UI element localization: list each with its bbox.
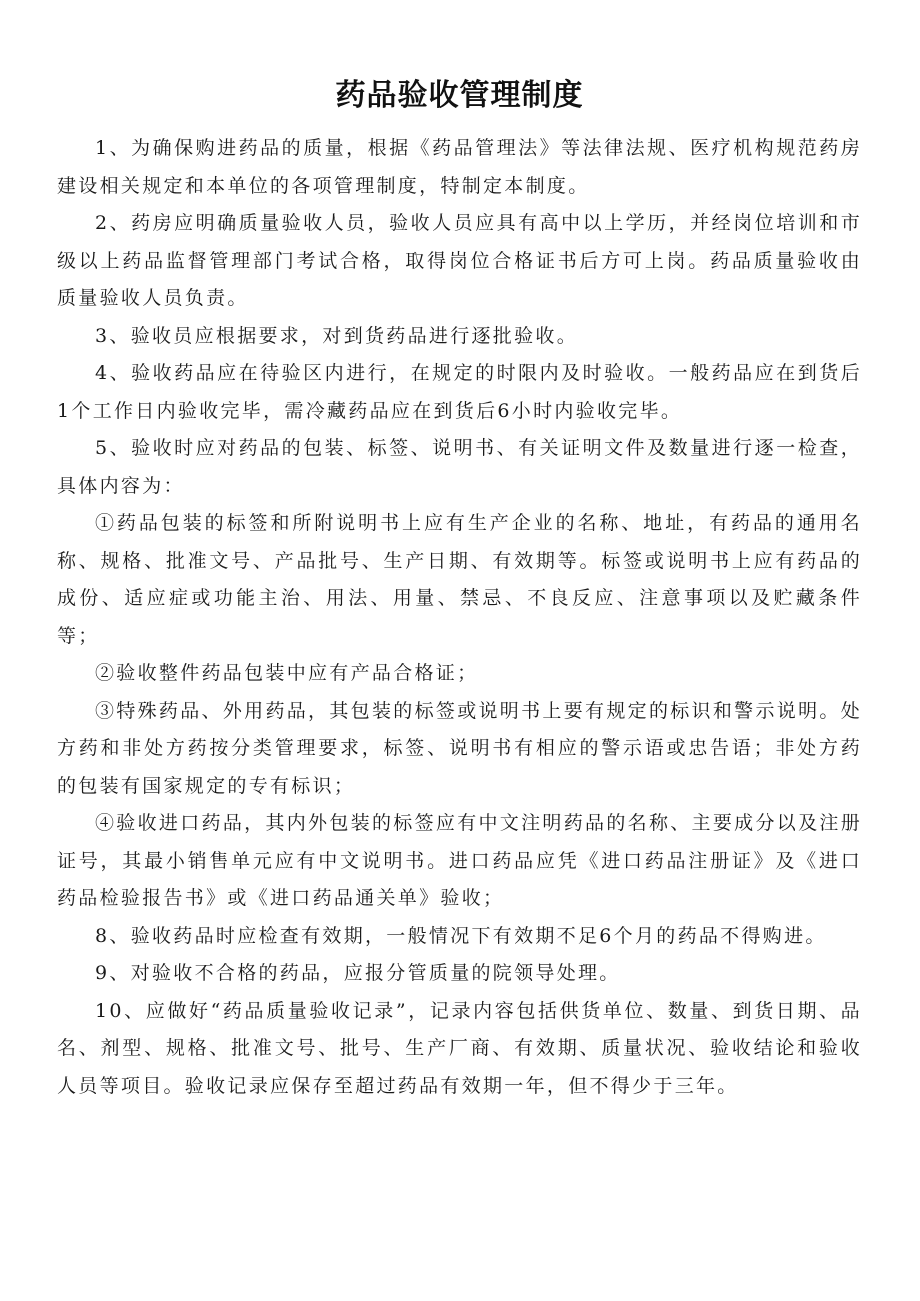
document-title: 药品验收管理制度 (335, 78, 584, 113)
paragraph-1-purpose: 1、为确保购进药品的质量，根据《药品管理法》等法律法规、医疗机构规范药房建设相关规定和本单位的各项管理制度，特制定本制度。 (57, 137, 862, 197)
paragraph-3-batch-inspection: 3、验收员应根据要求，对到货药品进行逐批验收。 (95, 324, 578, 347)
paragraph-9-unqualified: 9、对验收不合格的药品，应报分管质量的院领导处理。 (95, 962, 621, 984)
sub-item-3-special-drugs: ③特殊药品、外用药品，其包装的标签或说明书上要有规定的标识和警示说明。处方药和非处方药按分类管理要求，标签、说明书有相应的警示语或忠告语；非处方药的包装有国家规定的专有标识； (57, 699, 862, 797)
paragraph-4-time-limits: 4、验收药品应在待验区内进行，在规定的时限内及时验收。一般药品应在到货后1个工作日内验收完毕，需冷藏药品应在到货后6小时内验收完毕。 (57, 362, 862, 422)
paragraph-5-inspection-items: 5、验收时应对药品的包装、标签、说明书、有关证明文件及数量进行逐一检查，具体内容为： (57, 437, 862, 497)
document-body (57, 130, 862, 1105)
sub-item-2-certificate: ②验收整件药品包装中应有产品合格证； (95, 662, 479, 684)
paragraph-10-records: 10、应做好“药品质量验收记录”，记录内容包括供货单位、数量、到货日期、品名、剂型、规格、批准文号、批号、生产厂商、有效期、质量状况、验收结论和验收人员等项目。验收记录应保存至超过药品有效期一年，但不得少于三年。 (57, 999, 862, 1097)
sub-item-4-imported-drugs: ④验收进口药品，其内外包装的标签应有中文注明药品的名称、主要成分以及注册证号，其最小销售单元应有中文说明书。进口药品应凭《进口药品注册证》及《进口药品检验报告书》或《进口药品通关单》验收； (57, 812, 862, 909)
paragraph-8-expiry: 8、验收药品时应检查有效期，一般情况下有效期不足6个月的药品不得购进。 (95, 924, 827, 947)
sub-item-1-labels: ①药品包装的标签和所附说明书上应有生产企业的名称、地址，有药品的通用名称、规格、批准文号、产品批号、生产日期、有效期等。标签或说明书上应有药品的成份、适应症或功能主治、用法、用量、禁忌、不良反应、注意事项以及贮藏条件等； (57, 512, 862, 647)
paragraph-2-personnel: 2、药房应明确质量验收人员，验收人员应具有高中以上学历，并经岗位培训和市级以上药品监督管理部门考试合格，取得岗位合格证书后方可上岗。药品质量验收由质量验收人员负责。 (57, 212, 862, 309)
